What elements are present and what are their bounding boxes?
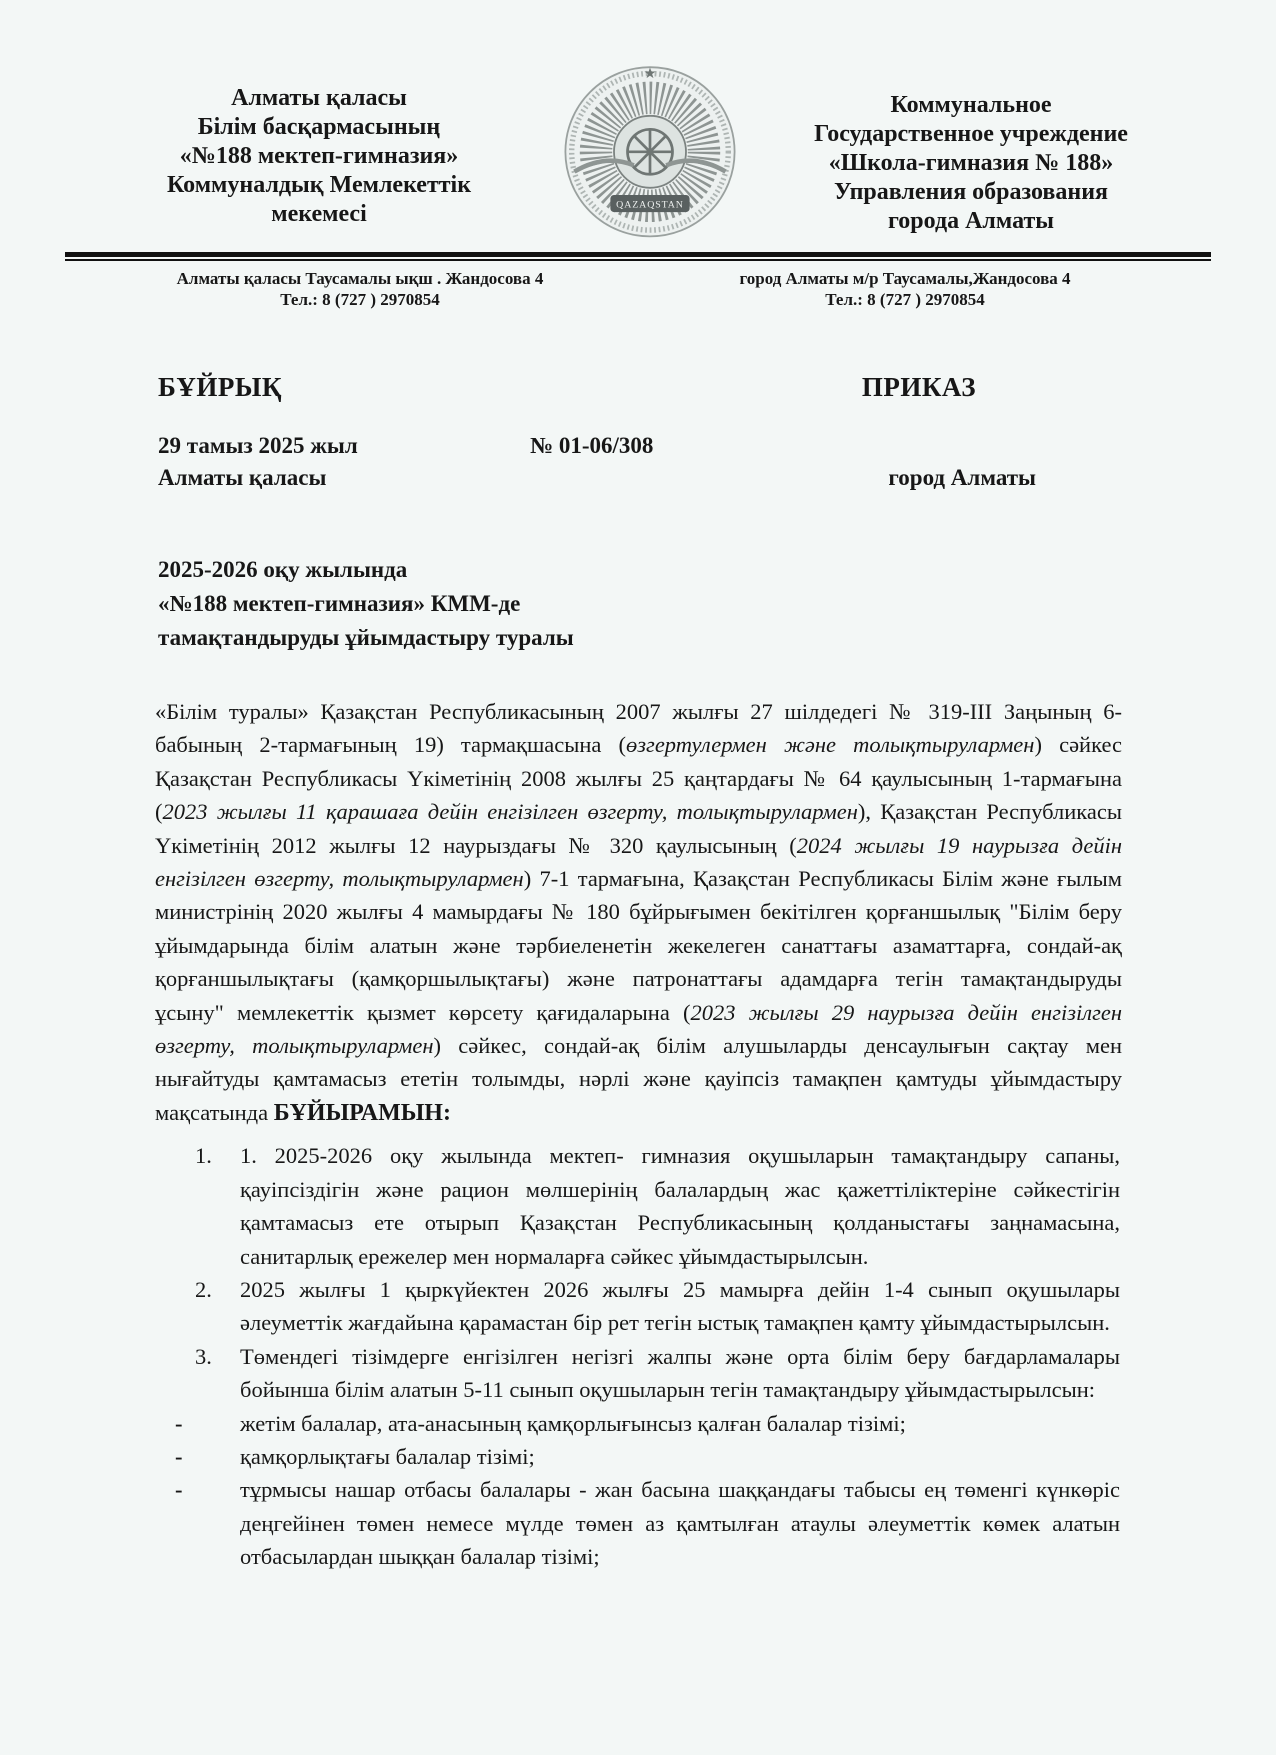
subject-line: «№188 мектеп-гимназия» КММ-де xyxy=(158,591,521,616)
header-divider xyxy=(65,252,1211,261)
dash-list-item xyxy=(175,1473,1276,1573)
dash-item-text: жетім балалар, ата-анасының қамқорлығынсыз қалған балалар тізімі; xyxy=(240,1410,906,1436)
divider-thin-line xyxy=(65,259,1211,261)
order-city-russian: город Алматы xyxy=(888,465,1036,490)
text-run: ) сәйкес, сондай-ақ білім алушыларды денсаулығын сақтау мен нығайтуды қамтамасыз ететін толымды, нәрлі және қауіпсіз тамақпен қамтуды ұйымдастыру мақсатында xyxy=(155,1033,1122,1125)
text-run: 2023 жылғы 29 наурызға дейін енгізілген өзгерту, толықтырулармен xyxy=(155,999,1122,1059)
list-item-marker: 2. xyxy=(195,1276,212,1302)
dash-item-marker: - xyxy=(175,1477,183,1503)
dash-item-marker: - xyxy=(175,1410,183,1436)
order-preamble-paragraph xyxy=(155,695,1122,1130)
contact-kazakh xyxy=(125,268,595,310)
letterhead-kk-line: «№188 мектеп-гимназия» xyxy=(179,143,459,169)
emblem-star: ★ xyxy=(643,66,656,82)
letterhead-kazakh-block xyxy=(145,84,493,242)
text-run: 2024 жылғы 19 наурызға дейін енгізілген өзгерту, толықтырулармен xyxy=(155,832,1123,892)
letterhead-ru-line: Государственное учреждение xyxy=(814,121,1128,147)
contact-block xyxy=(0,268,1276,310)
text-run: ) сәйкес Қазақстан Республикасы Үкіметінің 2008 жылғы 25 қаңтардағы № 64 қаулысының 1-тармағына ( xyxy=(155,732,1123,825)
order-dash-list xyxy=(0,1407,1276,1574)
list-item-marker: 3. xyxy=(195,1343,212,1369)
order-number: № 01-06/308 xyxy=(530,433,654,458)
order-city-kazakh: Алматы қаласы xyxy=(158,465,327,490)
address-kk: Алматы қаласы Таусамалы ықш . Жандосова 4 xyxy=(176,269,544,288)
subject-line: тамақтандыруды ұйымдастыру туралы xyxy=(158,625,574,650)
order-subject xyxy=(158,553,1276,655)
text-run: ), Қазақстан Республикасы Үкіметінің 2012 жылғы 12 наурыздағы № 320 қаулысының ( xyxy=(155,799,1122,858)
letterhead-emblem-wrap xyxy=(493,58,806,242)
order-title-russian: ПРИКАЗ xyxy=(861,372,976,402)
letterhead-russian-block xyxy=(806,91,1136,242)
letterhead xyxy=(145,58,1136,242)
list-item-text: Төмендегі тізімдерге енгізілген негізгі жалпы және орта білім беру бағдарламалары бойынша білім алатын 5-11 сынып оқушыларын тегін тамақтандыру ұйымдастырылсын: xyxy=(240,1343,1120,1403)
order-title-row xyxy=(158,372,976,403)
contact-russian xyxy=(690,268,1120,310)
dash-list-item xyxy=(175,1407,1276,1440)
subject-line: 2025-2026 оқу жылында xyxy=(158,557,408,582)
order-title-kazakh: БҰЙРЫҚ xyxy=(158,372,282,402)
letterhead-ru-line: города Алматы xyxy=(888,208,1054,234)
text-run: «Білім туралы» Қазақстан Республикасының 2007 жылғы 27 шілдедегі № 319-III Заңының 6-бабының 2-тармағының 19) тармақшасына ( xyxy=(155,699,1122,758)
letterhead-ru-line: Коммунальное xyxy=(890,92,1052,118)
kazakhstan-state-emblem-icon xyxy=(560,58,740,242)
order-numbered-list xyxy=(0,1139,1276,1406)
order-list-item xyxy=(195,1273,1276,1340)
letterhead-ru-line: Управления образования xyxy=(833,179,1109,205)
text-run: ) 7-1 тармағына, Қазақстан Республикасы Білім және ғылым министрінің 2020 жылғы 4 мамырдағы № 180 бұйрығымен бекітілген қорғаншылық "Білім беру ұйымдарында білім алатын және тәрбиеленетін жекелеген санаттағы азаматтарға, сондай-ақ қорғаншылықтағы (қамқоршылықтағы) және патронаттағы адамдарға тегін тамақтандыруды ұсыну" мемлекеттік қызмет көрсету қағидаларына ( xyxy=(155,866,1122,1025)
phone-kk: Тел.: 8 (727 ) 2970854 xyxy=(280,290,440,309)
order-list-item xyxy=(195,1340,1276,1407)
letterhead-kk-line: Білім басқармасының xyxy=(197,114,441,140)
list-item-text: 2025 жылғы 1 қыркүйектен 2026 жылғы 25 мамырға дейін 1-4 сынып оқушылары әлеуметтік жағдайына қарамастан бір рет тегін ыстық тамақпен қамту ұйымдастырылсын. xyxy=(240,1276,1120,1336)
dash-item-text: тұрмысы нашар отбасы балалары - жан басына шаққандағы табысы ең төменгі күнкөріс деңгейінен төмен немесе мүлде төмен аз қамтылған атаулы әлеуметтік көмек алатын отбасылардан шыққан балалар тізімі; xyxy=(240,1477,1120,1570)
text-run: 2023 жылғы 11 қарашаға дейін енгізілген өзгерту, толықтырулармен xyxy=(162,799,858,825)
list-item-marker: 1. xyxy=(195,1143,212,1169)
order-date: 29 тамыз 2025 жыл xyxy=(158,433,358,458)
order-list-item xyxy=(195,1139,1276,1273)
address-ru: город Алматы м/р Таусамалы,Жандосова 4 xyxy=(739,269,1071,288)
divider-thick-line xyxy=(65,252,1211,257)
emblem-banner-text: QAZAQSTAN xyxy=(615,199,684,211)
phone-ru: Тел.: 8 (727 ) 2970854 xyxy=(825,290,985,309)
text-run: өзгертулермен және толықтырулармен xyxy=(626,732,1035,758)
list-item-text: 1. 2025-2026 оқу жылында мектеп- гимназия оқушыларын тамақтандыру сапаны, қауіпсіздігін және рацион мөлшерінің балалардың жас қажеттіліктеріне сәйкестігін қамтамасыз ете отырып Қазақстан Республикасының қолданыстағы заңнамасына, санитарлық ережелер мен нормаларға сәйкес ұйымдастырылсын. xyxy=(240,1143,1120,1269)
dash-item-marker: - xyxy=(175,1443,183,1469)
order-date-row xyxy=(158,433,1276,459)
letterhead-kk-line: Алматы қаласы xyxy=(231,85,407,111)
letterhead-ru-line: «Школа-гимназия № 188» xyxy=(828,150,1114,176)
letterhead-kk-line: Коммуналдық Мемлекеттік xyxy=(166,172,472,198)
dash-list-item xyxy=(175,1440,1276,1473)
dash-item-text: қамқорлықтағы балалар тізімі; xyxy=(240,1443,535,1469)
letterhead-kk-line: мекемесі xyxy=(271,201,367,227)
text-run: БҰЙЫРАМЫН: xyxy=(273,1099,451,1126)
order-city-row xyxy=(158,465,1036,491)
